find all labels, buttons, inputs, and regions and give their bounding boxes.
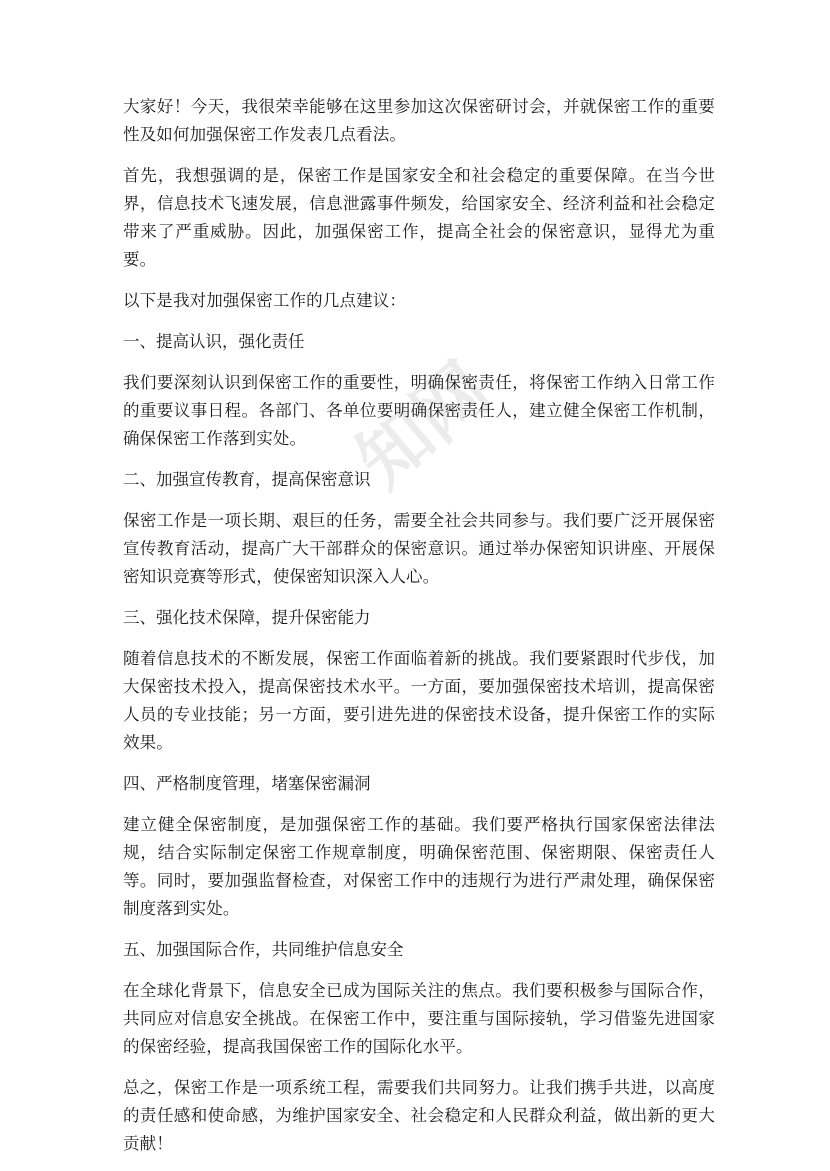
section-heading-4: 四、严格制度管理，堵塞保密漏洞 <box>123 774 371 793</box>
document-body <box>123 93 715 1171</box>
section-heading-2: 二、加强宣传教育，提高保密意识 <box>123 470 371 489</box>
section-body-3: 随着信息技术的不断发展，保密工作面临着新的挑战。我们要紧跟时代步伐，加大保密技术投入，提高保密技术水平。一方面，要加强保密技术培训，提高保密人员的专业技能；另一方面，要引进先进的保密技术设备，提升保密工作的实际效果。 <box>123 649 715 752</box>
section-heading-1: 一、提高认识，强化责任 <box>123 332 305 351</box>
paragraph-greeting: 大家好！今天，我很荣幸能够在这里参加这次保密研讨会，并就保密工作的重要性及如何加强保密工作发表几点看法。 <box>123 97 715 144</box>
section-body-4: 建立健全保密制度，是加强保密工作的基础。我们要严格执行国家保密法律法规，结合实际制定保密工作规章制度，明确保密范围、保密期限、保密责任人等。同时，要加强监督检查，对保密工作中的违规行为进行严肃处理，确保保密制度落到实处。 <box>123 815 715 918</box>
paragraph-intro: 首先，我想强调的是，保密工作是国家安全和社会稳定的重要保障。在当今世界，信息技术飞速发展，信息泄露事件频发，给国家安全、经济利益和社会稳定带来了严重威胁。因此，加强保密工作，提高全社会的保密意识，显得尤为重要。 <box>123 166 715 269</box>
section-body-2: 保密工作是一项长期、艰巨的任务，需要全社会共同参与。我们要广泛开展保密宣传教育活动，提高广大干部群众的保密意识。通过举办保密知识讲座、开展保密知识竞赛等形式，使保密知识深入人心。 <box>123 511 715 586</box>
paragraph-suggestions-lead: 以下是我对加强保密工作的几点建议： <box>123 291 407 310</box>
section-heading-5: 五、加强国际合作，共同维护信息安全 <box>123 940 404 959</box>
watermark-text: 知网 <box>341 346 506 504</box>
section-heading-3: 三、强化技术保障，提升保密能力 <box>123 608 371 627</box>
section-body-1: 我们要深刻认识到保密工作的重要性，明确保密责任，将保密工作纳入日常工作的重要议事日程。各部门、各单位要明确保密责任人，建立健全保密工作机制，确保保密工作落到实处。 <box>123 373 715 448</box>
section-body-5: 在全球化背景下，信息安全已成为国际关注的焦点。我们要积极参与国际合作，共同应对信息安全挑战。在保密工作中，要注重与国际接轨，学习借鉴先进国家的保密经验，提高我国保密工作的国际化水平。 <box>123 981 715 1056</box>
paragraph-conclusion: 总之，保密工作是一项系统工程，需要我们共同努力。让我们携手共进，以高度的责任感和使命感，为维护国家安全、社会稳定和人民群众利益，做出新的更大贡献！ <box>123 1078 715 1153</box>
